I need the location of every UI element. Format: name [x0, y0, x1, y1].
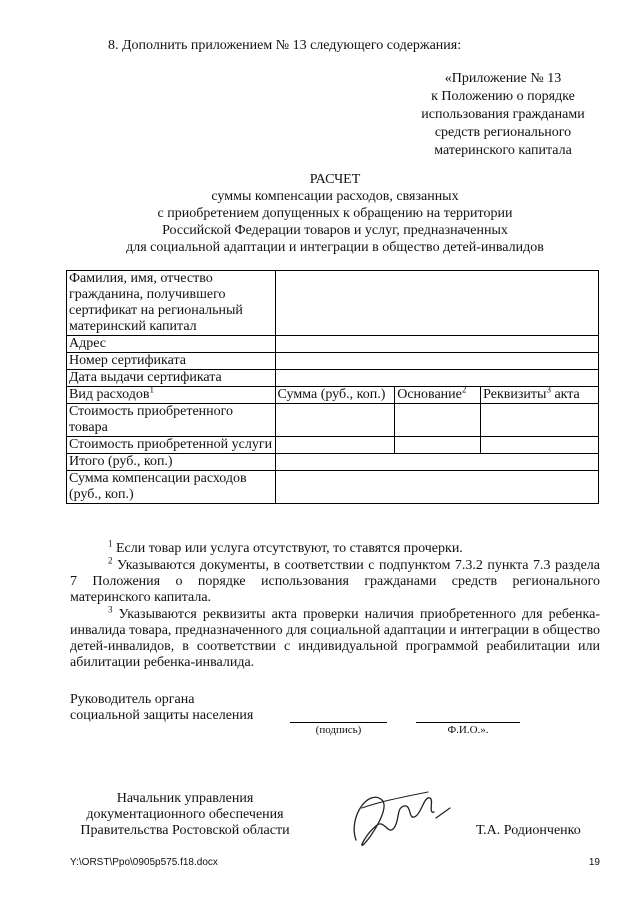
table-row — [67, 404, 599, 437]
footnote-ref: 1 — [149, 384, 154, 395]
appendix-header — [408, 70, 598, 160]
column-header-act — [481, 384, 599, 404]
closing-line: документационного обеспечения — [86, 807, 284, 822]
table-row — [67, 454, 599, 471]
file-path: Y:\ORST\Ppo\0905p575.f18.docx — [70, 857, 218, 868]
name-line — [416, 722, 520, 723]
footnote-text: Указываются документы, в соответствии с подпунктом 7.3.2 пункта 7.3 раздела 7 Положения о порядке использования гражданами средств регионального материнского капитала. — [70, 558, 601, 605]
closing-signatory — [70, 791, 300, 839]
table-cell-label: Адрес — [67, 336, 276, 353]
footnote-text: Если товар или услуга отсутствуют, то ставятся прочерки. — [116, 541, 463, 556]
table-cell-value — [275, 404, 395, 437]
appendix-line: средств регионального — [434, 125, 572, 140]
signatory-title — [70, 692, 253, 724]
title-heading: РАСЧЕТ — [309, 172, 361, 187]
title-line: для социальной адаптации и интеграции в общество детей-инвалидов — [126, 240, 544, 255]
signature-line — [290, 722, 387, 723]
title-line: с приобретением допущенных к обращению на территории — [157, 206, 513, 221]
table-cell-label: Стоимость приобретенного товара — [67, 404, 276, 437]
signatory-line: Руководитель органа — [70, 692, 195, 707]
column-header-text: Вид расходов — [69, 387, 150, 402]
name-caption: Ф.И.О.». — [447, 724, 489, 736]
table-cell-label: Стоимость приобретенной услуги — [67, 437, 276, 454]
appendix-line: к Положению о порядке — [431, 89, 575, 104]
table-cell-value — [275, 353, 598, 370]
appendix-line: использования гражданами — [421, 107, 585, 122]
table-cell-value — [275, 437, 395, 454]
handwritten-signature — [338, 778, 463, 856]
footnote-text: Указываются реквизиты акта проверки наличия приобретенного для ребенка-инвалида товара, предназначенного для социальной адаптации и интеграции в общество детей-инвалидов, в соответствии с индивидуальной программой реабилитации или абилитации ребенка-инвалида. — [70, 607, 600, 670]
footnote-ref: 3 — [546, 384, 551, 395]
appendix-line: «Приложение № 13 — [444, 71, 562, 86]
column-header-sum: Сумма (руб., коп.) — [275, 387, 395, 404]
closing-line: Начальник управления — [116, 791, 254, 806]
title-line: суммы компенсации расходов, связанных — [211, 189, 459, 204]
table-cell-label: Дата выдачи сертификата — [67, 370, 276, 387]
calculation-table — [66, 270, 599, 504]
intro-text: 8. Дополнить приложением № 13 следующего содержания: — [108, 38, 462, 53]
table-row — [67, 271, 599, 336]
column-header-text: Реквизиты — [483, 387, 547, 402]
table-header-row — [67, 387, 599, 404]
table-row — [67, 336, 599, 353]
table-row — [67, 353, 599, 370]
column-header-text: акта — [550, 387, 580, 402]
table-cell-value — [481, 437, 599, 454]
footnote-mark: 2 — [108, 555, 113, 566]
table-cell-value — [395, 437, 481, 454]
signature-caption: (подпись) — [315, 724, 362, 736]
appendix-line: материнского капитала — [434, 143, 572, 158]
closing-line: Правительства Ростовской области — [80, 823, 290, 838]
footnote-1 — [70, 538, 600, 557]
footnote-mark: 3 — [108, 604, 113, 615]
signatory-line: социальной защиты населения — [70, 708, 254, 723]
document-title — [70, 171, 600, 256]
footnote-3 — [70, 604, 600, 671]
table-cell-label: Итого (руб., коп.) — [67, 454, 276, 471]
column-header-type — [67, 384, 276, 404]
closing-name: Т.А. Родионченко — [476, 823, 581, 838]
table-cell-label: Номер сертификата — [67, 353, 276, 370]
page-number: 19 — [588, 857, 600, 868]
table-row — [67, 370, 599, 387]
column-header-text: Основание — [397, 387, 462, 402]
footnote-mark: 1 — [108, 538, 113, 549]
footnote-2 — [70, 555, 601, 606]
table-cell-label: Фамилия, имя, отчество гражданина, получившего сертификат на региональный материнский капитал — [67, 271, 276, 336]
footnote-ref: 2 — [461, 384, 467, 395]
table-cell-value — [395, 404, 481, 437]
table-row — [67, 437, 599, 454]
table-cell-label: Сумма компенсации расходов (руб., коп.) — [67, 471, 276, 504]
title-line: Российской Федерации товаров и услуг, предназначенных — [162, 223, 508, 238]
table-cell-value — [481, 404, 599, 437]
column-header-basis — [395, 384, 481, 404]
table-cell-value — [275, 471, 598, 504]
table-cell-value — [275, 271, 598, 336]
table-cell-value — [275, 454, 598, 471]
table-cell-value — [275, 336, 598, 353]
table-row — [67, 471, 599, 504]
